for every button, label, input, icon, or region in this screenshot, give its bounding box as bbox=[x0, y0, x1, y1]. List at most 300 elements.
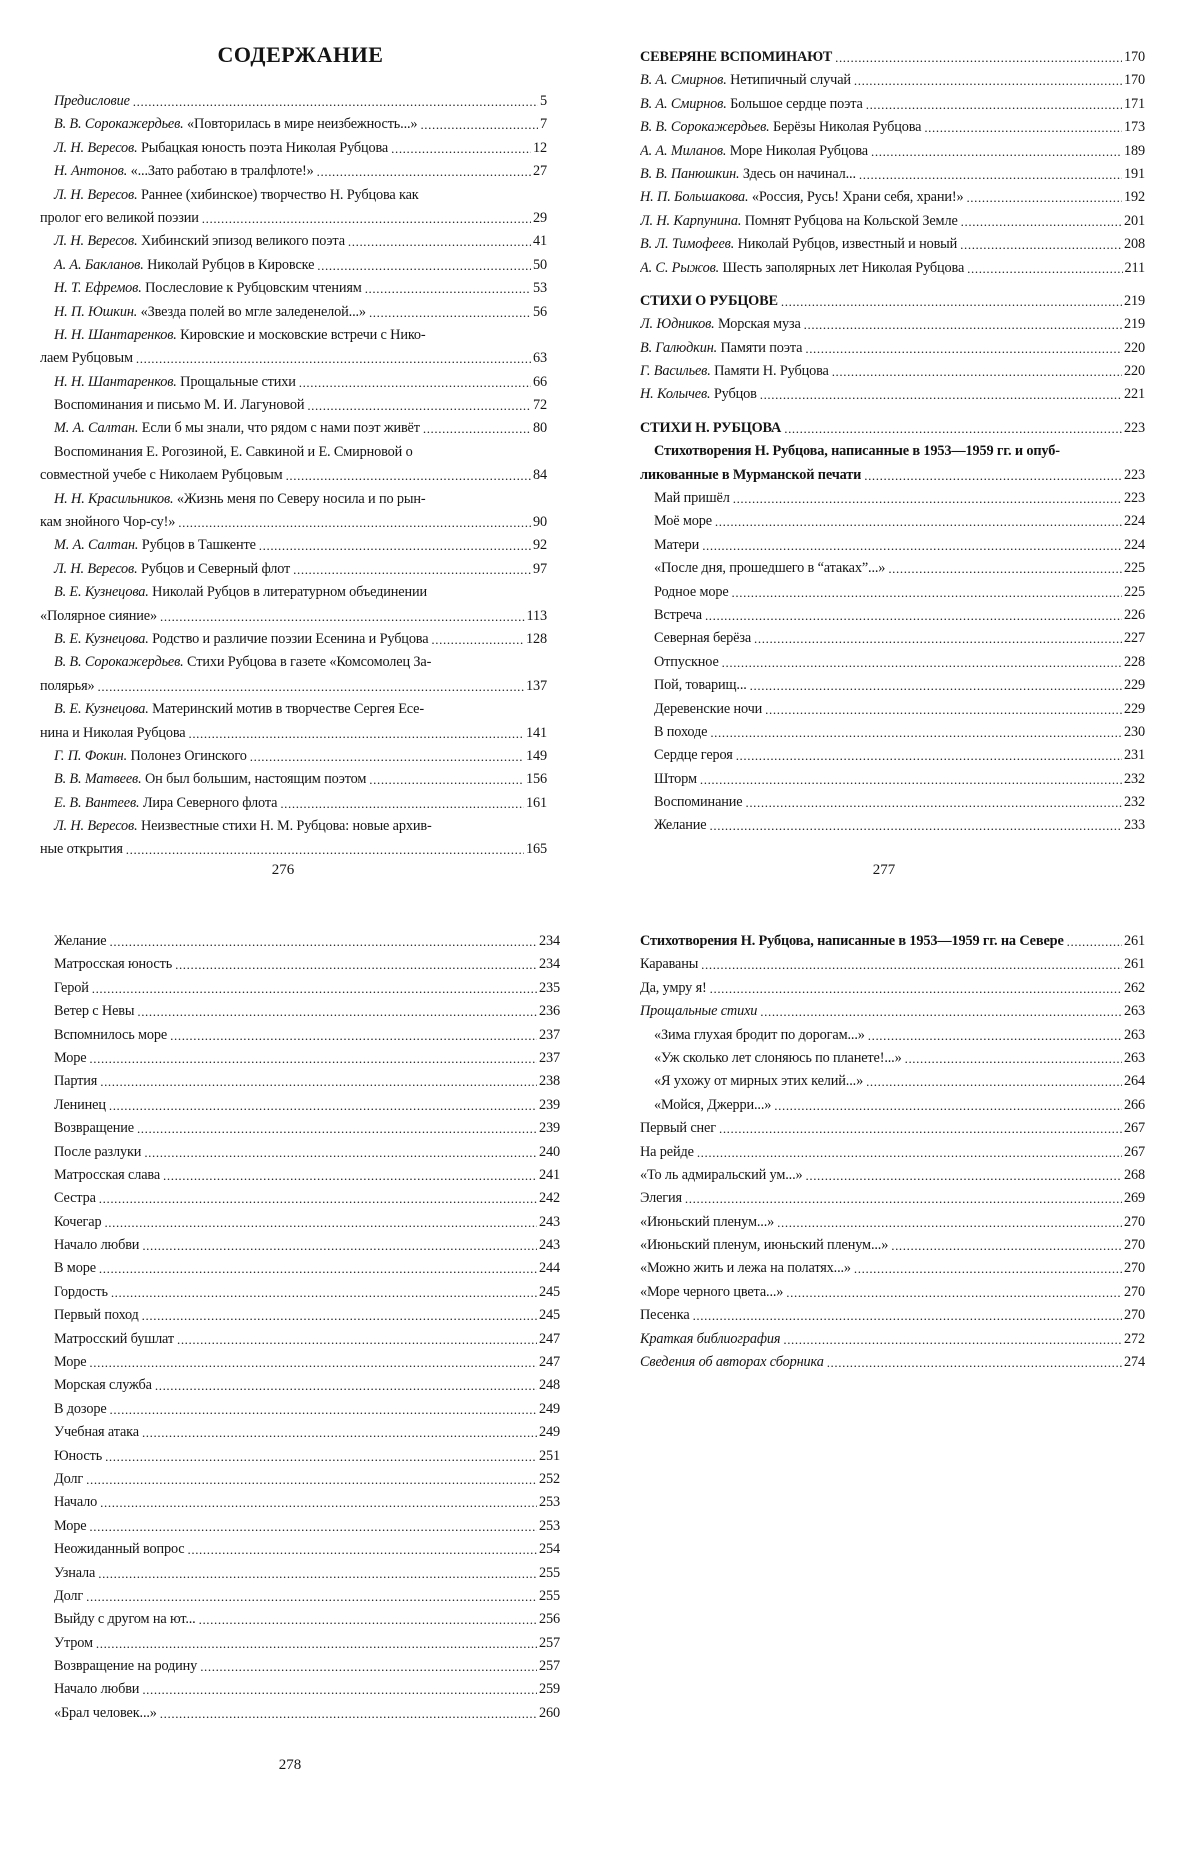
toc-entry[interactable] bbox=[54, 930, 560, 953]
entry-title: Прощальные стихи bbox=[180, 373, 296, 390]
entry-title: Май пришёл bbox=[654, 490, 730, 507]
entry-title: СЕВЕРЯНЕ ВСПОМИНАЮТ bbox=[640, 48, 833, 65]
entry-page: 274 bbox=[1124, 1354, 1145, 1371]
leader-dots bbox=[92, 977, 537, 1000]
entry-author: Л. Н. Вересов. bbox=[54, 560, 138, 577]
toc-entry[interactable] bbox=[640, 1094, 1145, 1117]
entry-page: 270 bbox=[1124, 1260, 1145, 1277]
entry-page: 247 bbox=[539, 1354, 560, 1371]
entry-text bbox=[640, 383, 757, 406]
toc-entry[interactable] bbox=[54, 953, 560, 976]
entry-page: 224 bbox=[1124, 513, 1145, 530]
toc-entry[interactable] bbox=[640, 1024, 1145, 1047]
toc-entry[interactable] bbox=[640, 93, 1145, 116]
entry-text bbox=[54, 930, 107, 953]
entry-title: Учебная атака bbox=[54, 1424, 139, 1441]
leader-dots bbox=[805, 337, 1122, 360]
entry-title: Помнят Рубцова на Кольской Земле bbox=[744, 212, 958, 229]
toc-entry[interactable] bbox=[640, 651, 1145, 674]
toc-entry[interactable] bbox=[40, 628, 547, 651]
toc-entry[interactable] bbox=[54, 1211, 560, 1234]
entry-author: М. А. Салтан. bbox=[54, 420, 139, 437]
toc-entry[interactable] bbox=[640, 140, 1145, 163]
toc-entry[interactable] bbox=[640, 768, 1145, 791]
toc-entry[interactable] bbox=[54, 1445, 560, 1468]
entry-text bbox=[54, 254, 314, 277]
entry-text bbox=[640, 417, 781, 440]
toc-entry[interactable] bbox=[54, 1468, 560, 1491]
entry-line bbox=[40, 511, 547, 534]
entry-title: Стихотворения Н. Рубцова, написанные в 1953—1959 гг. на Севере bbox=[640, 932, 1064, 949]
toc-entry[interactable] bbox=[54, 1000, 560, 1023]
entry-page: 50 bbox=[533, 256, 547, 273]
entry-text bbox=[54, 1070, 97, 1093]
toc-entry[interactable] bbox=[640, 1141, 1145, 1164]
entry-line bbox=[40, 488, 547, 511]
toc-entry[interactable] bbox=[54, 1632, 560, 1655]
leader-dots bbox=[307, 394, 531, 417]
toc-entry[interactable] bbox=[640, 186, 1145, 209]
entry-text bbox=[54, 1257, 96, 1280]
toc-entry[interactable] bbox=[640, 360, 1145, 383]
entry-title: «Июньский пленум...» bbox=[640, 1213, 775, 1230]
toc-entry[interactable] bbox=[40, 534, 547, 557]
entry-text bbox=[54, 818, 432, 834]
toc-entry[interactable] bbox=[40, 324, 547, 371]
toc-entry[interactable] bbox=[640, 721, 1145, 744]
entry-author: В. В. Матвеев. bbox=[54, 771, 142, 788]
leader-dots bbox=[142, 1234, 537, 1257]
leader-dots bbox=[100, 1070, 537, 1093]
entry-text bbox=[640, 1257, 851, 1280]
entry-page: 244 bbox=[539, 1260, 560, 1277]
subsection-heading[interactable] bbox=[640, 440, 1145, 487]
entry-text bbox=[640, 1328, 780, 1351]
toc-entry[interactable] bbox=[640, 1281, 1145, 1304]
entry-text bbox=[640, 1187, 682, 1210]
toc-entry[interactable] bbox=[40, 90, 547, 113]
entry-title: Море bbox=[54, 1517, 87, 1534]
entry-title: Северная берёза bbox=[654, 630, 752, 647]
entry-page: 256 bbox=[539, 1611, 560, 1628]
entry-text bbox=[54, 113, 417, 136]
toc-entry[interactable] bbox=[54, 1304, 560, 1327]
entry-text bbox=[640, 46, 832, 69]
toc-entry[interactable] bbox=[640, 1000, 1145, 1023]
entry-title: Неожиданный вопрос bbox=[54, 1541, 185, 1558]
entry-text bbox=[54, 394, 304, 417]
toc-entry[interactable] bbox=[640, 930, 1145, 953]
leader-dots bbox=[871, 140, 1122, 163]
toc-entry[interactable] bbox=[40, 815, 547, 862]
leader-dots bbox=[89, 1351, 537, 1374]
toc-entry[interactable] bbox=[54, 1702, 560, 1725]
entry-title: Шесть заполярных лет Николая Рубцова bbox=[722, 259, 965, 276]
entry-text bbox=[54, 745, 247, 768]
toc-entry[interactable] bbox=[54, 1094, 560, 1117]
entry-title: Сведения об авторах сборника bbox=[640, 1354, 824, 1371]
entry-text bbox=[640, 1234, 888, 1257]
toc-entry[interactable] bbox=[640, 744, 1145, 767]
entry-line bbox=[640, 440, 1145, 463]
toc-entry[interactable] bbox=[40, 137, 547, 160]
entry-title: Николай Рубцов в Кировске bbox=[147, 256, 315, 273]
leader-dots bbox=[250, 745, 524, 768]
entry-page: 254 bbox=[539, 1541, 560, 1558]
toc-entry[interactable] bbox=[640, 510, 1145, 533]
toc-entry[interactable] bbox=[40, 651, 547, 698]
leader-dots bbox=[160, 605, 525, 628]
leader-dots bbox=[891, 1234, 1122, 1257]
toc-entry[interactable] bbox=[640, 1257, 1145, 1280]
toc-entry[interactable] bbox=[54, 1164, 560, 1187]
entry-author: В. Л. Тимофеев. bbox=[640, 236, 735, 253]
entry-line bbox=[40, 815, 547, 838]
toc-entry[interactable] bbox=[40, 745, 547, 768]
entry-title: Нетипичный случай bbox=[730, 72, 851, 89]
leader-dots bbox=[832, 360, 1122, 383]
entry-title: Если б мы знали, что рядом с нами поэт живёт bbox=[141, 420, 420, 437]
entry-text bbox=[54, 277, 362, 300]
leader-dots bbox=[733, 487, 1122, 510]
entry-title: На рейде bbox=[640, 1143, 694, 1160]
entry-text bbox=[640, 163, 856, 186]
toc-entry[interactable] bbox=[640, 1117, 1145, 1140]
toc-entry[interactable] bbox=[40, 792, 547, 815]
toc-entry[interactable] bbox=[40, 301, 547, 324]
entry-text bbox=[54, 327, 426, 343]
toc-entry[interactable] bbox=[54, 1351, 560, 1374]
toc-entry[interactable] bbox=[640, 210, 1145, 233]
entry-text bbox=[640, 313, 801, 336]
entry-author: Г. Васильев. bbox=[640, 363, 711, 380]
page-number: 278 bbox=[278, 1757, 302, 1773]
entry-text bbox=[54, 417, 420, 440]
toc-entry[interactable] bbox=[54, 1398, 560, 1421]
entry-title: Матросская слава bbox=[54, 1166, 161, 1183]
entry-title: Воспоминания и письмо М. И. Лагуновой bbox=[54, 397, 305, 414]
entry-page: 192 bbox=[1124, 189, 1145, 206]
leader-dots bbox=[100, 1491, 537, 1514]
entry-text bbox=[54, 628, 428, 651]
leader-dots bbox=[736, 744, 1122, 767]
leader-dots bbox=[99, 1257, 537, 1280]
entry-text bbox=[54, 301, 366, 324]
section-heading[interactable] bbox=[640, 417, 1145, 440]
leader-dots bbox=[854, 69, 1122, 92]
entry-title-continued: лаем Рубцовым bbox=[40, 350, 133, 367]
toc-entry[interactable] bbox=[40, 768, 547, 791]
entry-page: 220 bbox=[1124, 339, 1145, 356]
entry-text bbox=[640, 977, 707, 1000]
toc-entry[interactable] bbox=[640, 953, 1145, 976]
entry-title-continued: полярья» bbox=[40, 677, 95, 694]
toc-entry[interactable] bbox=[54, 1070, 560, 1093]
entry-text bbox=[640, 290, 778, 313]
entry-page: 232 bbox=[1124, 794, 1145, 811]
entry-page: 227 bbox=[1124, 630, 1145, 647]
entry-title: Стихи Рубцова в газете «Комсомолец За- bbox=[187, 654, 432, 671]
toc-entry[interactable] bbox=[54, 1655, 560, 1678]
toc-entry[interactable] bbox=[54, 1187, 560, 1210]
entry-text bbox=[54, 1000, 134, 1023]
toc-entry[interactable] bbox=[640, 1187, 1145, 1210]
entry-text bbox=[640, 1117, 716, 1140]
leader-dots bbox=[89, 1515, 537, 1538]
section-heading[interactable] bbox=[640, 46, 1145, 69]
entry-title: Отпускное bbox=[654, 653, 719, 670]
toc-entry[interactable] bbox=[40, 160, 547, 183]
toc-entry[interactable] bbox=[54, 1328, 560, 1351]
entry-page: 259 bbox=[539, 1681, 560, 1698]
toc-entry[interactable] bbox=[54, 1538, 560, 1561]
leader-dots bbox=[760, 383, 1122, 406]
entry-text bbox=[640, 337, 802, 360]
entry-title: «Повторилась в мире неизбежность...» bbox=[187, 116, 418, 133]
toc-entry[interactable] bbox=[40, 371, 547, 394]
entry-line bbox=[40, 324, 547, 347]
entry-text bbox=[54, 701, 424, 717]
toc-entry[interactable] bbox=[640, 1070, 1145, 1093]
entry-title: Начало любви bbox=[54, 1681, 140, 1698]
toc-entry[interactable] bbox=[54, 1374, 560, 1397]
entry-line bbox=[40, 581, 547, 604]
leader-dots bbox=[110, 930, 537, 953]
toc-entry[interactable] bbox=[54, 1141, 560, 1164]
entry-text bbox=[640, 930, 1064, 953]
leader-dots bbox=[286, 464, 531, 487]
toc-page-278 bbox=[54, 930, 560, 1725]
entry-title: Полонез Огинского bbox=[130, 747, 247, 764]
leader-dots bbox=[697, 1141, 1122, 1164]
toc-entry[interactable] bbox=[54, 1491, 560, 1514]
toc-entry[interactable] bbox=[40, 277, 547, 300]
leader-dots bbox=[715, 510, 1122, 533]
entry-author: Н. Т. Ефремов. bbox=[54, 280, 142, 297]
entry-title: Элегия bbox=[640, 1190, 682, 1207]
toc-list bbox=[54, 930, 560, 1725]
toc-entry[interactable] bbox=[640, 69, 1145, 92]
toc-entry[interactable] bbox=[40, 441, 547, 488]
toc-entry[interactable] bbox=[640, 581, 1145, 604]
toc-entry[interactable] bbox=[640, 604, 1145, 627]
entry-page: 229 bbox=[1124, 677, 1145, 694]
leader-dots bbox=[960, 233, 1122, 256]
entry-author: Л. Н. Вересов. bbox=[54, 139, 138, 156]
entry-page: 268 bbox=[1124, 1166, 1145, 1183]
toc-entry[interactable] bbox=[640, 698, 1145, 721]
entry-text bbox=[54, 792, 277, 815]
entry-page: 66 bbox=[533, 373, 547, 390]
toc-entry[interactable] bbox=[54, 1281, 560, 1304]
entry-page: 156 bbox=[526, 771, 547, 788]
toc-page-279 bbox=[640, 930, 1145, 1374]
leader-dots bbox=[924, 116, 1122, 139]
toc-entry[interactable] bbox=[640, 257, 1145, 280]
toc-entry[interactable] bbox=[640, 1328, 1145, 1351]
toc-entry[interactable] bbox=[40, 254, 547, 277]
toc-entry[interactable] bbox=[40, 113, 547, 136]
toc-entry[interactable] bbox=[640, 1351, 1145, 1374]
entry-page: 231 bbox=[1124, 747, 1145, 764]
entry-page: 173 bbox=[1124, 119, 1145, 136]
toc-entry[interactable] bbox=[640, 383, 1145, 406]
entry-page: 267 bbox=[1124, 1120, 1145, 1137]
toc-entry[interactable] bbox=[640, 534, 1145, 557]
toc-entry[interactable] bbox=[40, 230, 547, 253]
toc-entry[interactable] bbox=[40, 558, 547, 581]
entry-page: 137 bbox=[526, 677, 547, 694]
entry-text bbox=[54, 558, 290, 581]
entry-author: Н. П. Юшкин. bbox=[54, 303, 138, 320]
toc-entry[interactable] bbox=[54, 977, 560, 1000]
toc-entry[interactable] bbox=[40, 488, 547, 535]
entry-author: М. А. Салтан. bbox=[54, 537, 139, 554]
entry-page: 270 bbox=[1124, 1237, 1145, 1254]
entry-line bbox=[40, 464, 547, 487]
leader-dots bbox=[317, 254, 531, 277]
entry-title: Рубцов и Северный флот bbox=[140, 560, 291, 577]
entry-title-continued: нина и Николая Рубцова bbox=[40, 724, 186, 741]
toc-entry[interactable] bbox=[640, 1234, 1145, 1257]
toc-entry[interactable] bbox=[54, 1679, 560, 1702]
toc-entry[interactable] bbox=[640, 977, 1145, 1000]
toc-entry[interactable] bbox=[640, 627, 1145, 650]
leader-dots bbox=[783, 1328, 1122, 1351]
toc-entry[interactable] bbox=[54, 1024, 560, 1047]
entry-text bbox=[654, 1070, 863, 1093]
toc-entry[interactable] bbox=[54, 1562, 560, 1585]
entry-title: Воспоминания Е. Рогозиной, Е. Савкиной и Е. Смирновой о bbox=[54, 443, 413, 460]
leader-dots bbox=[719, 1117, 1122, 1140]
entry-author: В. Галюдкин. bbox=[640, 339, 718, 356]
toc-entry[interactable] bbox=[40, 184, 547, 231]
entry-author: В. В. Панюшкин. bbox=[640, 165, 740, 182]
toc-entry[interactable] bbox=[54, 1515, 560, 1538]
toc-entry[interactable] bbox=[640, 337, 1145, 360]
entry-page: 171 bbox=[1124, 95, 1145, 112]
entry-title: Неизвестные стихи Н. М. Рубцова: новые архив- bbox=[140, 818, 432, 835]
leader-dots bbox=[888, 557, 1122, 580]
leader-dots bbox=[866, 93, 1122, 116]
entry-author: Е. В. Вантеев. bbox=[54, 794, 140, 811]
toc-entry[interactable] bbox=[54, 1117, 560, 1140]
toc-entry[interactable] bbox=[640, 1164, 1145, 1187]
entry-title: Николай Рубцов, известный и новый bbox=[737, 236, 958, 253]
entry-text bbox=[54, 1351, 86, 1374]
entry-title: Начало bbox=[54, 1494, 98, 1511]
entry-author: Н. Колычев. bbox=[640, 386, 711, 403]
toc-entry[interactable] bbox=[640, 557, 1145, 580]
entry-page: 141 bbox=[526, 724, 547, 741]
toc-entry[interactable] bbox=[40, 417, 547, 440]
entry-text bbox=[654, 604, 702, 627]
toc-entry[interactable] bbox=[640, 233, 1145, 256]
toc-entry[interactable] bbox=[54, 1257, 560, 1280]
entry-line bbox=[40, 698, 547, 721]
entry-title: Прощальные стихи bbox=[640, 1003, 758, 1020]
entry-line bbox=[40, 722, 547, 745]
entry-title: Вспомнилось море bbox=[54, 1026, 168, 1043]
entry-title: Море bbox=[54, 1354, 87, 1371]
entry-text bbox=[54, 1421, 139, 1444]
entry-page: 208 bbox=[1124, 236, 1145, 253]
entry-text bbox=[654, 1047, 902, 1070]
toc-entry[interactable] bbox=[640, 163, 1145, 186]
toc-entry[interactable] bbox=[640, 815, 1145, 838]
entry-page: 237 bbox=[539, 1026, 560, 1043]
leader-dots bbox=[420, 113, 538, 136]
entry-text bbox=[54, 1117, 134, 1140]
toc-entry[interactable] bbox=[640, 1211, 1145, 1234]
entry-text bbox=[54, 90, 130, 113]
entry-page: 232 bbox=[1124, 770, 1145, 787]
entry-page: 234 bbox=[539, 932, 560, 949]
leader-dots bbox=[961, 210, 1122, 233]
toc-entry[interactable] bbox=[40, 394, 547, 417]
section-gap bbox=[640, 407, 1145, 417]
entry-title: «Мойся, Джерри...» bbox=[654, 1096, 772, 1113]
entry-title: Предисловие bbox=[54, 92, 130, 109]
entry-title: Желание bbox=[654, 817, 707, 834]
entry-page: 189 bbox=[1124, 142, 1145, 159]
leader-dots bbox=[1067, 930, 1122, 953]
entry-text bbox=[54, 1211, 101, 1234]
entry-page: 211 bbox=[1124, 259, 1145, 276]
toc-entry[interactable] bbox=[640, 313, 1145, 336]
toc-entry[interactable] bbox=[40, 698, 547, 745]
entry-page: 243 bbox=[539, 1213, 560, 1230]
entry-text bbox=[54, 1538, 185, 1561]
entry-title-continued: кам знойного Чор-су!» bbox=[40, 514, 176, 531]
entry-title: Раннее (хибинское) творчество Н. Рубцова как bbox=[140, 186, 419, 203]
leader-dots bbox=[86, 1468, 537, 1491]
toc-entry[interactable] bbox=[54, 1047, 560, 1070]
toc-entry[interactable] bbox=[54, 1585, 560, 1608]
entry-title-continued: пролог его великой поэзии bbox=[40, 209, 199, 226]
leader-dots bbox=[299, 371, 531, 394]
toc-entry[interactable] bbox=[54, 1234, 560, 1257]
entry-text bbox=[54, 584, 427, 600]
entry-page: 170 bbox=[1124, 48, 1145, 65]
entry-text bbox=[54, 977, 89, 1000]
leader-dots bbox=[966, 186, 1122, 209]
toc-entry[interactable] bbox=[640, 487, 1145, 510]
toc-entry[interactable] bbox=[54, 1421, 560, 1444]
entry-text bbox=[54, 1585, 83, 1608]
entry-title: Послесловие к Рубцовским чтениям bbox=[145, 280, 362, 297]
toc-entry[interactable] bbox=[640, 1047, 1145, 1070]
toc-list bbox=[640, 46, 1145, 838]
leader-dots bbox=[155, 1374, 537, 1397]
leader-dots bbox=[705, 604, 1122, 627]
toc-entry[interactable] bbox=[640, 674, 1145, 697]
section-heading[interactable] bbox=[640, 290, 1145, 313]
leader-dots bbox=[777, 1211, 1122, 1234]
entry-title: Возвращение на родину bbox=[54, 1658, 198, 1675]
toc-entry[interactable] bbox=[54, 1608, 560, 1631]
entry-page: 128 bbox=[526, 630, 547, 647]
entry-title: В море bbox=[54, 1260, 96, 1277]
toc-entry[interactable] bbox=[640, 116, 1145, 139]
toc-entry[interactable] bbox=[640, 791, 1145, 814]
toc-entry[interactable] bbox=[640, 1304, 1145, 1327]
entry-title: Он был большим, настоящим поэтом bbox=[144, 771, 367, 788]
leader-dots bbox=[864, 464, 1122, 487]
toc-entry[interactable] bbox=[40, 581, 547, 628]
entry-page: 219 bbox=[1124, 316, 1145, 333]
leader-dots bbox=[163, 1164, 537, 1187]
